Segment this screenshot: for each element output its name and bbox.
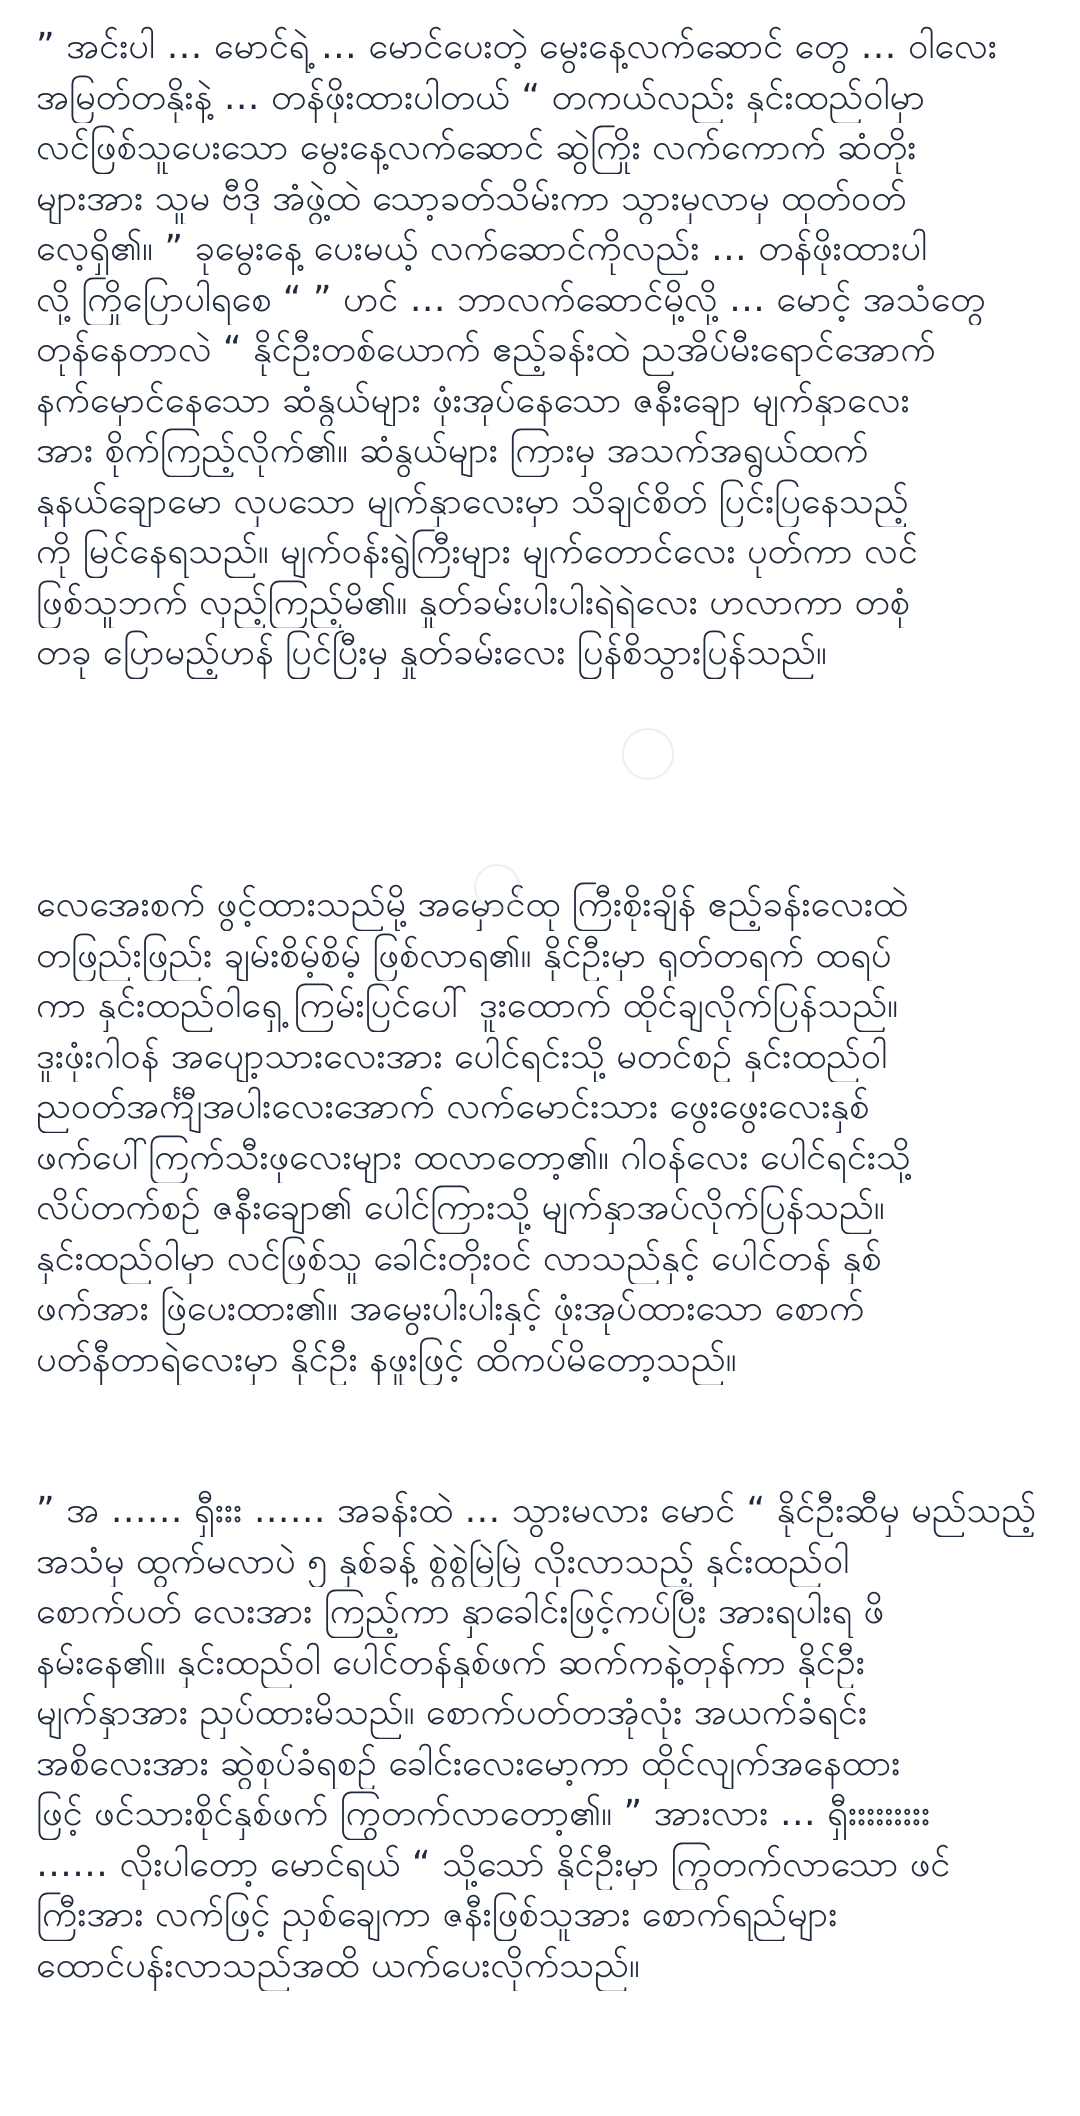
text-line: အမြတ်တနိုးနဲ့ … တန်ဖိုးထားပါတယ် “ တကယ်လည်း နှင်းထည်ဝါမှာ bbox=[36, 76, 925, 118]
paragraph-3 bbox=[36, 1486, 1046, 2092]
article-body bbox=[36, 22, 1046, 2092]
text-line: ကို မြင်နေရသည်။ မျက်ဝန်းရွဲကြီးများ မျက်တောင်လေး ပုတ်ကာ လင် bbox=[36, 531, 918, 572]
paragraph-2 bbox=[36, 880, 1046, 1436]
text-line: ဒူးဖုံးဂါဝန် အပျော့သားလေးအား ပေါင်ရင်းသို့ မတင်စဉ် နှင်းထည်ဝါ bbox=[36, 1035, 888, 1077]
text-line: ညဝတ်အင်္ကျီအပါးလေးအောက် လက်မောင်းသား ဖွေးဖွေးလေးနှစ် bbox=[36, 1086, 870, 1127]
paragraph-1 bbox=[36, 22, 1046, 830]
text-line: လို့ ကြိုပြောပါရစေ “ ” ဟင် … ဘာလက်ဆောင်မို့လို့ … မောင့် အသံတွေ bbox=[36, 278, 986, 320]
text-line: လင်ဖြစ်သူပေးသော မွေးနေ့လက်ဆောင် ဆွဲကြိုး လက်ကောက် ဆံတိုး bbox=[36, 127, 917, 168]
text-line: အစိလေးအား ဆွဲစုပ်ခံရစဉ် ခေါင်းလေးမော့ကာ ထိုင်လျက်အနေထား bbox=[36, 1742, 901, 1784]
text-line: တုန်နေတာလဲ “ နိုင်ဦးတစ်ယောက် ဧည့်ခန်းထဲ ညအိပ်မီးရောင်အောက် bbox=[36, 329, 936, 370]
text-line: နုနယ်ချောမော လှပသော မျက်နှာလေးမှာ သိချင်စိတ် ပြင်းပြနေသည့် bbox=[36, 480, 909, 522]
text-line: လေအေးစက် ဖွင့်ထားသည်မို့ အမှောင်ထု ကြီးစိုးချိန် ဧည့်ခန်းလေးထဲ bbox=[36, 884, 908, 925]
text-line: ဖက်အား ဖြဲပေးထား၏။ အမွေးပါးပါးနှင့် ဖုံးအုပ်ထားသော စောက် bbox=[36, 1288, 865, 1329]
text-line: ဖြစ်သူဘက် လှည့်ကြည့်မိ၏။ နှုတ်ခမ်းပါးပါးရဲရဲလေး ဟလာကာ တစုံ bbox=[36, 581, 910, 623]
text-line: ကာ နှင်းထည်ဝါရှေ့ ကြမ်းပြင်ပေါ် ဒူးထောက် ထိုင်ချလိုက်ပြန်သည်။ bbox=[36, 985, 899, 1026]
text-line: ဖြင့် ဖင်သားစိုင်နှစ်ဖက် ကြွတက်လာတော့၏။ ” အားလား … ရှီးးးးးးးးး bbox=[36, 1793, 931, 1834]
text-line: အား စိုက်ကြည့်လိုက်၏။ ဆံနွယ်များ ကြားမှ အသက်အရွယ်ထက် bbox=[36, 430, 869, 471]
text-line: ” အင်းပါ … မောင်ရဲ့ … မောင်ပေးတဲ့ မွေးနေ့လက်ဆောင် တွေ … ဝါလေး bbox=[36, 26, 997, 67]
text-line: စောက်ပတ် လေးအား ကြည့်ကာ နှာခေါင်းဖြင့်ကပ်ပြီး အားရပါးရ ဖိ bbox=[36, 1591, 885, 1632]
text-line: များအား သူမ ဗီဒို အံဖွဲ့ထဲ သော့ခတ်သိမ်းကာ သွားမှလာမှ ထုတ်ဝတ် bbox=[36, 177, 907, 219]
text-line: တခု ပြောမည့်ဟန် ပြင်ပြီးမှ နှုတ်ခမ်းလေး ပြန်စိသွားပြန်သည်။ bbox=[36, 632, 827, 673]
text-line: နက်မှောင်နေသော ဆံနွယ်များ ဖုံးအုပ်နေသော ဇနီးချော မျက်နှာလေး bbox=[36, 379, 910, 421]
text-line: နှင်းထည်ဝါမှာ လင်ဖြစ်သူ ခေါင်းတိုးဝင် လာသည်နှင့် ပေါင်တန် နှစ် bbox=[36, 1237, 882, 1279]
text-line: လေ့ရှိ၏။ ” ခုမွေးနေ့ ပေးမယ့် လက်ဆောင်ကိုလည်း … တန်ဖိုးထားပါ bbox=[36, 228, 928, 269]
text-line: မျက်နှာအား ညှပ်ထားမိသည်။ စောက်ပတ်တအုံလုံး အယက်ခံရင်း bbox=[36, 1692, 868, 1733]
text-line: တဖြည်းဖြည်း ချမ်းစိမ့်စိမ့် ဖြစ်လာရ၏။ နိုင်ဦးမှာ ရုတ်တရက် ထရပ် bbox=[36, 934, 892, 976]
text-line: ” အ …… ရှီးးး …… အခန်းထဲ … သွားမလား မောင် “ နိုင်ဦးဆီမှ မည်သည့် bbox=[36, 1490, 1037, 1531]
text-line: ထောင်ပန်းလာသည်အထိ ယက်ပေးလိုက်သည်။ bbox=[36, 1944, 640, 1986]
text-line: …… လိုးပါတော့ မောင်ရယ် “ သို့သော် နိုင်ဦးမှာ ကြွတက်လာသော ဖင် bbox=[36, 1843, 951, 1885]
text-line: ဖက်ပေါ်ကြက်သီးဖုလေးများ ထလာတော့၏။ ဂါဝန်လေး ပေါင်ရင်းသို့ bbox=[36, 1136, 911, 1178]
text-line: နမ်းနေ၏။ နှင်းထည်ဝါ ပေါင်တန်နှစ်ဖက် ဆက်ကနဲ့တုန်ကာ နိုင်ဦး bbox=[36, 1641, 865, 1683]
text-line: အသံမှ ထွက်မလာပဲ ၅ နှစ်ခန့် စွဲစွဲမြဲမြဲ လိုးလာသည့် နှင်းထည်ဝါ bbox=[36, 1540, 850, 1582]
text-line: လိပ်တက်စဉ် ဇနီးချော၏ ပေါင်ကြားသို့ မျက်နှာအပ်လိုက်ပြန်သည်။ bbox=[36, 1187, 885, 1228]
text-line: ကြီးအား လက်ဖြင့် ညှစ်ချေကာ ဇနီးဖြစ်သူအား စောက်ရည်များ bbox=[36, 1894, 838, 1935]
text-line: ပတ်နီတာရဲလေးမှာ နိုင်ဦး နဖူးဖြင့် ထိကပ်မိတော့သည်။ bbox=[36, 1338, 737, 1380]
